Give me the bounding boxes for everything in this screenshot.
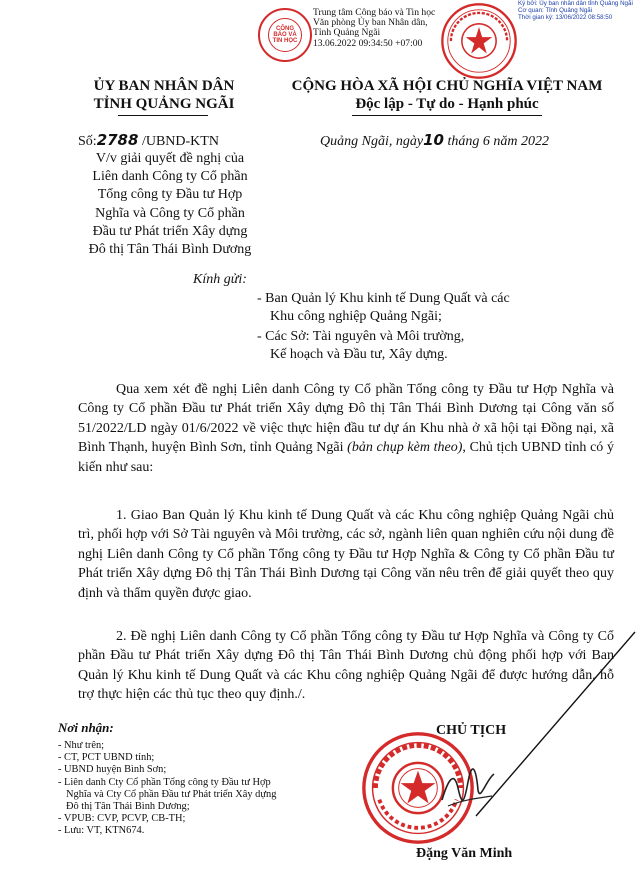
recipient-item	[257, 290, 577, 327]
list-item: - UBND huyện Bình Sơn;	[58, 764, 167, 776]
place-date	[320, 131, 549, 150]
date-rest: tháng 6 năm 2022	[447, 134, 549, 149]
doc-number-suffix: /UBND-KTN	[141, 134, 219, 149]
intro-italic: (bản chụp kèm theo)	[347, 440, 463, 456]
intro-paragraph	[78, 380, 614, 477]
recipient-line: - Ban Quản lý Khu kinh tế Dung Quất và các	[257, 291, 510, 306]
subject-line: Nghĩa và Công ty Cổ phần	[95, 205, 245, 221]
nation-motto: Độc lập - Tự do - Hạnh phúc	[355, 96, 539, 112]
org-name-line2: TỈNH QUẢNG NGÃI	[93, 96, 235, 112]
esign-stamp	[258, 8, 312, 62]
doc-number-handwritten: 2788	[96, 131, 139, 149]
intro-main: Qua xem xét đề nghị Liên danh Công ty Cổ phần Tổng công ty Đầu tư Hợp Nghĩa và Công ty Cổ phần Đầu tư Phát triển Xây dựng Đô thị Tân Thái Bình Dương tại Công văn số 51/2022/LD ngày 01/6/2022 về việc thực hiện đầu tư dự án Khu nhà ở xã hội tại Đồng nại, xã Bình Thạnh, huyện Bình Sơn, tỉnh Quảng Ngãi	[78, 382, 614, 456]
list-item: - Lưu: VT, KTN674.	[58, 825, 145, 837]
signer-line: Ký bởi: Ủy ban nhân dân tỉnh Quảng Ngãi	[518, 0, 633, 7]
handwritten-signature	[438, 760, 498, 815]
list-item: Nghĩa và Cty Cổ phần Đầu tư Phát triển Xây dựng	[66, 788, 277, 800]
intro-end: , Chủ tịch UBND tỉnh có ý kiến như sau:	[78, 440, 614, 475]
list-item: Đô thị Tân Thái Bình Dương;	[66, 801, 190, 813]
document-subject	[70, 150, 270, 259]
signer-info	[518, 0, 640, 21]
esign-line: Văn phòng Ủy ban Nhân dân,	[313, 17, 428, 29]
nation-title: CỘNG HÒA XÃ HỘI CHỦ NGHĨA VIỆT NAM	[291, 78, 603, 94]
list-item: - Liên danh Cty Cổ phần Tổng công ty Đầu tư Hợp	[58, 776, 271, 788]
recipient-item	[257, 328, 577, 365]
signer-line: Thời gian ký: 13/06/2022 08:58:50	[518, 14, 613, 21]
recipient-line: Kế hoạch và Đầu tư, Xây dựng.	[270, 347, 448, 363]
recipient-line: - Các Sở: Tài nguyên và Môi trường,	[257, 329, 465, 344]
list-item: - CT, PCT UBND tỉnh;	[58, 752, 155, 764]
day-handwritten: 10	[423, 131, 444, 149]
signer-line: Cơ quan: Tỉnh Quảng Ngãi	[518, 7, 593, 14]
esign-line: Trung tâm Công báo và Tin học	[313, 7, 436, 18]
recipients-list	[58, 740, 378, 838]
subject-line: Tổng công ty Đầu tư Hợp	[97, 187, 243, 203]
place-prefix: Quảng Ngãi, ngày	[320, 134, 424, 149]
list-item: - Như trên;	[58, 740, 105, 751]
paragraph-2: 2. Đề nghị Liên danh Công ty Cổ phần Tổng công ty Đầu tư Hợp Nghĩa và Công ty Cổ phần Đầu tư Phát triển Xây dựng Đô thị Tân Thái Bình Dương chủ động phối hợp với Ban Quản lý Khu kinh tế Dung Quất và các Khu công nghiệp Quảng Ngãi để được hướng dẫn, hỗ trợ thực hiện các thủ tục theo quy định./.	[78, 629, 614, 703]
esign-stamp-text: CÔNG BÁO VÀ TIN HỌC	[272, 25, 298, 45]
org-underline	[118, 115, 208, 116]
doc-number-prefix: Số:	[78, 134, 97, 149]
document-number	[78, 131, 219, 150]
motto-underline	[352, 115, 542, 116]
esign-line: 13.06.2022 09:34:50 +07:00	[313, 37, 423, 49]
signer-name: Đặng Văn Minh	[416, 846, 513, 861]
state-seal-top	[440, 2, 518, 80]
esign-line: Tỉnh Quảng Ngãi	[313, 27, 381, 39]
subject-line: Đầu tư Phát triển Xây dựng	[92, 223, 248, 239]
org-name-line1: ỦY BAN NHÂN DÂN	[93, 78, 235, 94]
signer-title: CHỦ TỊCH	[436, 723, 507, 738]
subject-line: V/v giải quyết đề nghị của	[95, 151, 245, 166]
paragraph-1: 1. Giao Ban Quản lý Khu kinh tế Dung Quất và các Khu công nghiệp Quảng Ngãi chủ trì, phối hợp với Sở Tài nguyên và Môi trường, các sở, ngành liên quan nghiên cứu nội dung đề nghị Liên danh Công ty Cổ phần Tổng công ty Đầu tư Hợp Nghĩa & Công ty Cổ phần Đầu tư Phát triển Xây dựng Đô thị Tân Thái Bình Dương tại Công văn nêu trên để giải quyết theo quy định và thẩm quyền được giao.	[78, 508, 614, 601]
recipient-line: Khu công nghiệp Quảng Ngãi;	[270, 309, 442, 325]
recipients-list-title: Nơi nhận:	[58, 720, 114, 735]
subject-line: Đô thị Tân Thái Bình Dương	[88, 242, 252, 258]
list-item: - VPUB: CVP, PCVP, CB-TH;	[58, 813, 186, 825]
recipients-label: Kính gửi:	[193, 272, 247, 287]
subject-line: Liên danh Công ty Cổ phần	[92, 169, 248, 185]
